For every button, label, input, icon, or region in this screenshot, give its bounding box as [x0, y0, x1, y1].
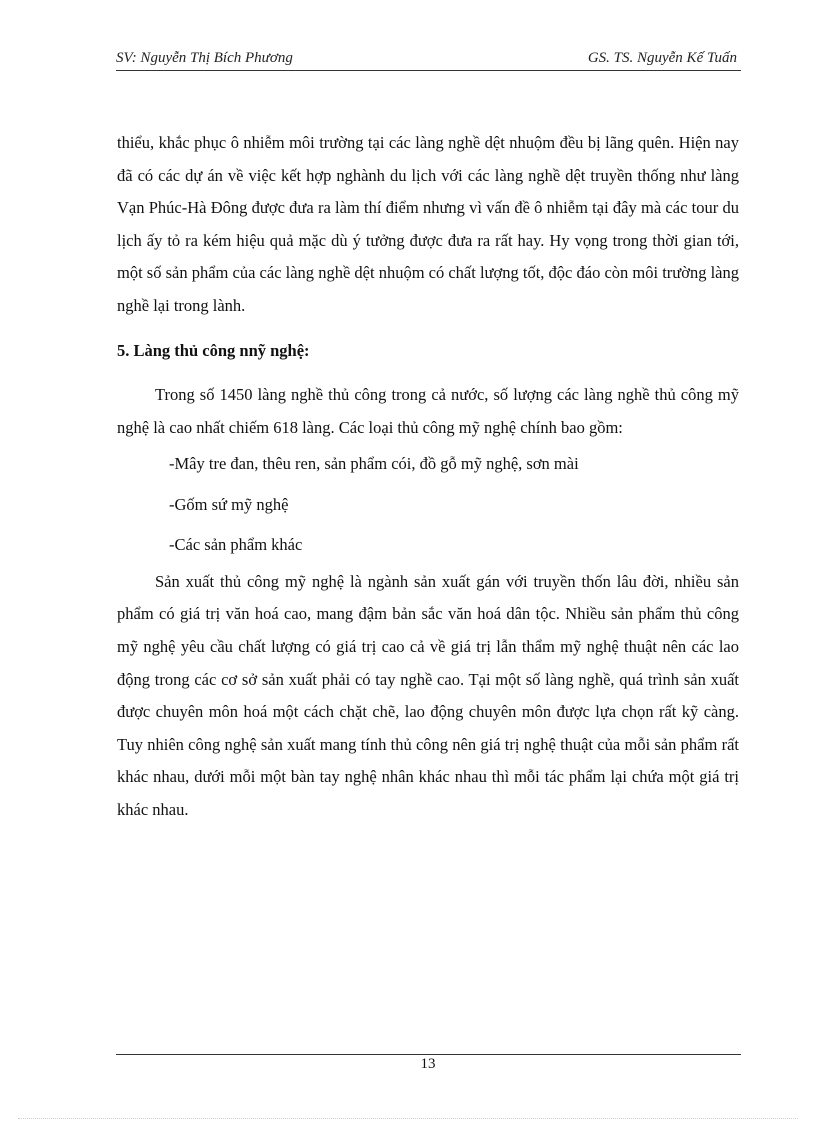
list-item: -Gốm sứ mỹ nghệ [169, 494, 289, 514]
list-item: -Mây tre đan, thêu ren, sản phẩm cói, đồ gỗ mỹ nghệ, sơn mài [169, 454, 579, 474]
document-body [117, 127, 739, 827]
header-advisor-name: GS. TS. Nguyễn Kế Tuấn [587, 50, 737, 66]
header-divider [116, 70, 741, 71]
product-list [117, 444, 739, 566]
section-heading: 5. Làng thủ công nnỹ nghệ: [117, 340, 310, 360]
page-number: 13 [420, 1056, 436, 1072]
section-intro-paragraph: Trong số 1450 làng nghề thủ công trong cả nước, số lượng các làng nghề thủ công mỹ nghệ là cao nhất chiếm 618 làng. Các loại thủ công mỹ nghệ chính bao gồm: [117, 385, 739, 437]
section-body-paragraph: Sản xuất thủ công mỹ nghệ là ngành sản xuất gán với truyền thốn lâu đời, nhiều sản phẩm có giá trị văn hoá cao, mang đậm bản sắc văn hoá dân tộc. Nhiều sản phẩm thủ công mỹ nghệ yêu cầu chất lượng có giá trị cao cả về giá trị lẫn thẩm mỹ nghệ thuật nên các lao động trong các cơ sở sản xuất phải có tay nghề cao. Tại một số làng nghề, quá trình sản xuất được chuyên môn hoá một cách chặt chẽ, lao động chuyên môn được lựa chọn rất kỹ càng. Tuy nhiên công nghệ sản xuất mang tính thủ công nên giá trị nghệ thuật của mỗi sản phẩm rất khác nhau, dưới mỗi một bàn tay nghệ nhân khác nhau thì mỗi tác phẩm lại chứa một giá trị khác nhau. [117, 571, 739, 819]
list-item: -Các sản phẩm khác [169, 535, 303, 555]
header-student-name: SV: Nguyễn Thị Bích Phương [116, 50, 293, 66]
continued-paragraph: thiểu, khắc phục ô nhiễm môi trường tại các làng nghề dệt nhuộm đều bị lãng quên. Hiện nay đã có các dự án về việc kết hợp nghành du lịch với các làng nghề dệt truyền thống như làng Vạn Phúc-Hà Đông được đưa ra làm thí điểm nhưng vì vấn đề ô nhiễm tại đây mà các tour du lịch ấy tỏ ra kém hiệu quả mặc dù ý tưởng được đưa ra rất hay. Hy vọng trong thời gian tới, một số sản phẩm của các làng nghề dệt nhuộm có chất lượng tốt, độc đáo còn môi trường làng nghề lại trong lành. [117, 133, 739, 315]
page-header [116, 48, 741, 70]
page-bottom-dotted-line [18, 1118, 798, 1119]
footer-divider [116, 1054, 741, 1055]
